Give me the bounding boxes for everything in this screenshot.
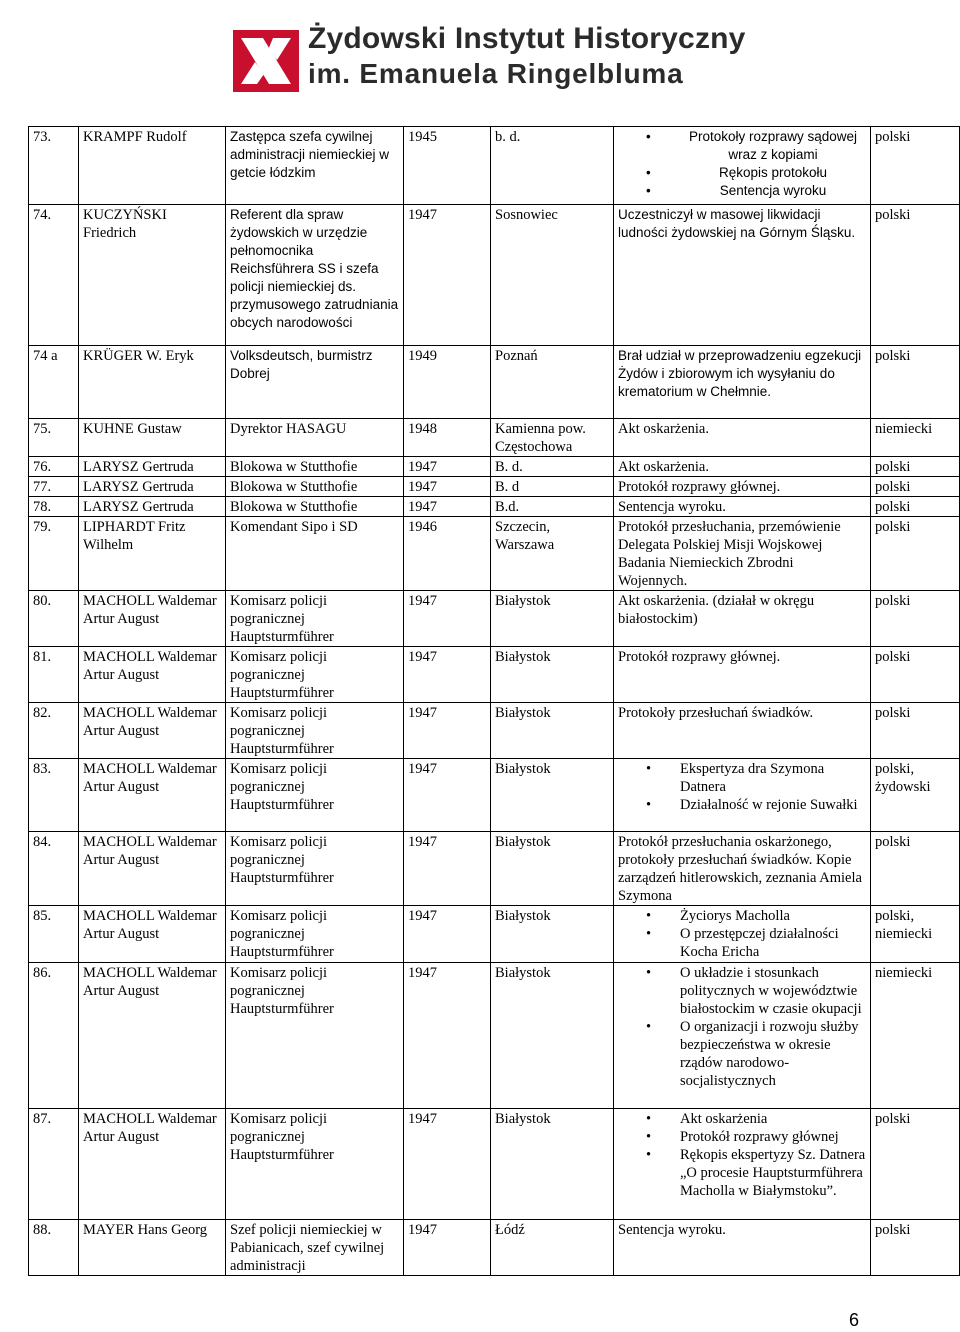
record-place: b. d. [491,127,614,205]
record-language: polski [871,205,960,346]
record-number: 88. [29,1220,79,1276]
table-row [29,497,960,517]
record-name: KRÜGER W. Eryk [79,346,226,419]
record-document-list [618,760,866,814]
institute-name: Żydowski Instytut Historyczny [308,22,746,55]
record-name: MACHOLL Waldemar Artur August [79,963,226,1109]
record-language: polski [871,457,960,477]
table-row [29,1109,960,1220]
record-number: 74 a [29,346,79,419]
record-language: polski [871,517,960,591]
record-description: Brał udział w przeprowadzeniu egzekucji Żydów i zbiorowym ich wysyłaniu do krematorium w Chełmnie. [614,346,871,419]
table-row [29,1220,960,1276]
record-number: 77. [29,477,79,497]
table-row [29,457,960,477]
record-name: KUHNE Gustaw [79,419,226,457]
record-language: polski, niemiecki [871,906,960,963]
record-description: Protokół rozprawy głównej. [614,647,871,703]
record-place: Białystok [491,759,614,832]
record-language: polski [871,1109,960,1220]
record-function: Komisarz policji pogranicznej Hauptsturmführer [226,1109,404,1220]
record-place: Poznań [491,346,614,419]
table-row [29,127,960,205]
record-number: 85. [29,906,79,963]
record-year: 1947 [404,1109,491,1220]
record-place: Białystok [491,647,614,703]
table-row [29,832,960,906]
record-document-list [618,1110,866,1200]
record-language: polski [871,703,960,759]
table-row [29,906,960,963]
record-year: 1946 [404,517,491,591]
record-function: Komisarz policji pogranicznej Hauptsturmführer [226,832,404,906]
table-row [29,419,960,457]
record-document-list [618,964,866,1090]
list-item: • Protokoły rozprawy sądowej wraz z kopiami [680,128,866,164]
record-description: Sentencja wyroku. [614,497,871,517]
record-year: 1947 [404,477,491,497]
record-place: Szczecin, Warszawa [491,517,614,591]
list-item: • O organizacji i rozwoju służby bezpieczeństwa w okresie rządów narodowo-socjalistycznych [680,1018,866,1090]
record-function: Komisarz policji pogranicznej Hauptsturmführer [226,906,404,963]
record-year: 1947 [404,457,491,477]
record-language: polski [871,497,960,517]
record-name: MACHOLL Waldemar Artur August [79,1109,226,1220]
list-item: • Życiorys Macholla [680,907,866,925]
list-item: • Sentencja wyroku [680,182,866,200]
table-row [29,647,960,703]
record-year: 1947 [404,497,491,517]
record-year: 1947 [404,906,491,963]
record-number: 87. [29,1109,79,1220]
record-year: 1947 [404,1220,491,1276]
record-language: polski [871,647,960,703]
record-language: polski [871,477,960,497]
record-number: 74. [29,205,79,346]
record-description: Uczestniczył w masowej likwidacji ludności żydowskiej na Górnym Śląsku. [614,205,871,346]
record-description: Protokoły przesłuchań świadków. [614,703,871,759]
record-number: 83. [29,759,79,832]
list-item: • Działalność w rejonie Suwałki [680,796,866,814]
record-language: polski [871,832,960,906]
record-place: Białystok [491,703,614,759]
table-row [29,591,960,647]
list-item: • Akt oskarżenia [680,1110,866,1128]
list-item: • Rękopis ekspertyzy Sz. Datnera „O procesie Hauptsturmführera Macholla w Białymstoku”. [680,1146,866,1200]
record-place: Łódź [491,1220,614,1276]
record-function: Komisarz policji pogranicznej Hauptsturmführer [226,963,404,1109]
record-number: 80. [29,591,79,647]
list-item: • Ekspertyza dra Szymona Datnera [680,760,866,796]
record-place: Białystok [491,591,614,647]
record-number: 75. [29,419,79,457]
record-place: Kamienna pow. Częstochowa [491,419,614,457]
record-description: Protokół przesłuchania, przemówienie Delegata Polskiej Misji Wojskowej Badania Niemieckich Zbrodni Wojennych. [614,517,871,591]
record-name: MAYER Hans Georg [79,1220,226,1276]
record-place: Białystok [491,963,614,1109]
list-item: • Rękopis protokołu [680,164,866,182]
record-function: Komisarz policji pogranicznej Hauptsturmführer [226,591,404,647]
record-number: 84. [29,832,79,906]
table-row [29,477,960,497]
record-name: MACHOLL Waldemar Artur August [79,647,226,703]
page-header [0,0,960,110]
record-document-list [618,128,866,200]
record-number: 81. [29,647,79,703]
record-description [614,1109,871,1220]
record-year: 1947 [404,591,491,647]
record-name: MACHOLL Waldemar Artur August [79,832,226,906]
record-description: Protokół przesłuchania oskarżonego, protokoły przesłuchań świadków. Kopie zarządzeń hitlerowskich, zeznania Amiela Szymona [614,832,871,906]
record-description: Akt oskarżenia. [614,419,871,457]
record-description [614,127,871,205]
record-language: polski [871,127,960,205]
record-language: niemiecki [871,963,960,1109]
record-language: polski [871,591,960,647]
record-year: 1947 [404,832,491,906]
record-number: 79. [29,517,79,591]
record-description: Sentencja wyroku. [614,1220,871,1276]
institute-subname: im. Emanuela Ringelbluma [308,58,684,89]
records-table [28,126,960,1276]
institute-logo [233,30,299,92]
record-number: 73. [29,127,79,205]
table-row [29,346,960,419]
table-row [29,205,960,346]
record-name: MACHOLL Waldemar Artur August [79,703,226,759]
record-function: Szef policji niemieckiej w Pabianicach, szef cywilnej administracji [226,1220,404,1276]
table-row [29,963,960,1109]
record-name: LARYSZ Gertruda [79,497,226,517]
list-item: • O przestępczej działalności Kocha Ericha [680,925,866,961]
record-name: MACHOLL Waldemar Artur August [79,906,226,963]
record-description [614,906,871,963]
record-function: Zastępca szefa cywilnej administracji niemieckiej w getcie łódzkim [226,127,404,205]
record-year: 1948 [404,419,491,457]
records-body [29,127,960,1276]
record-year: 1947 [404,703,491,759]
record-number: 82. [29,703,79,759]
record-place: Sosnowiec [491,205,614,346]
record-function: Dyrektor HASAGU [226,419,404,457]
record-function: Volksdeutsch, burmistrz Dobrej [226,346,404,419]
record-place: Białystok [491,832,614,906]
record-function: Komendant Sipo i SD [226,517,404,591]
record-name: LIPHARDT Fritz Wilhelm [79,517,226,591]
record-number: 78. [29,497,79,517]
record-place: B. d. [491,457,614,477]
record-name: MACHOLL Waldemar Artur August [79,591,226,647]
record-description: Akt oskarżenia. (działał w okręgu białostockim) [614,591,871,647]
record-place: Białystok [491,1109,614,1220]
record-function: Komisarz policji pogranicznej Hauptsturmführer [226,647,404,703]
record-document-list [618,907,866,961]
record-place: Białystok [491,906,614,963]
record-language: polski [871,346,960,419]
record-function: Blokowa w Stutthofie [226,497,404,517]
record-year: 1949 [404,346,491,419]
record-number: 86. [29,963,79,1109]
record-year: 1945 [404,127,491,205]
record-description [614,963,871,1109]
record-number: 76. [29,457,79,477]
table-row [29,759,960,832]
page-number: 6 [849,1310,860,1330]
record-name: KUCZYŃSKI Friedrich [79,205,226,346]
list-item: • Protokół rozprawy głównej [680,1128,866,1146]
record-function: Komisarz policji pogranicznej Hauptsturmführer [226,703,404,759]
record-description [614,759,871,832]
record-place: B. d [491,477,614,497]
record-function: Komisarz policji pogranicznej Hauptsturmführer [226,759,404,832]
record-name: MACHOLL Waldemar Artur August [79,759,226,832]
table-row [29,703,960,759]
record-function: Blokowa w Stutthofie [226,457,404,477]
record-description: Protokół rozprawy głównej. [614,477,871,497]
record-place: B.d. [491,497,614,517]
record-description: Akt oskarżenia. [614,457,871,477]
record-language: polski, żydowski [871,759,960,832]
record-name: KRAMPF Rudolf [79,127,226,205]
record-year: 1947 [404,647,491,703]
record-function: Blokowa w Stutthofie [226,477,404,497]
record-name: LARYSZ Gertruda [79,457,226,477]
record-language: polski [871,1220,960,1276]
record-year: 1947 [404,759,491,832]
record-function: Referent dla spraw żydowskich w urzędzie pełnomocnika Reichsführera SS i szefa policji niemieckiej ds. przymusowego zatrudniania obcych narodowości [226,205,404,346]
record-name: LARYSZ Gertruda [79,477,226,497]
record-year: 1947 [404,963,491,1109]
table-row [29,517,960,591]
list-item: • O układzie i stosunkach politycznych w województwie białostockim w czasie okupacji [680,964,866,1018]
record-year: 1947 [404,205,491,346]
record-language: niemiecki [871,419,960,457]
